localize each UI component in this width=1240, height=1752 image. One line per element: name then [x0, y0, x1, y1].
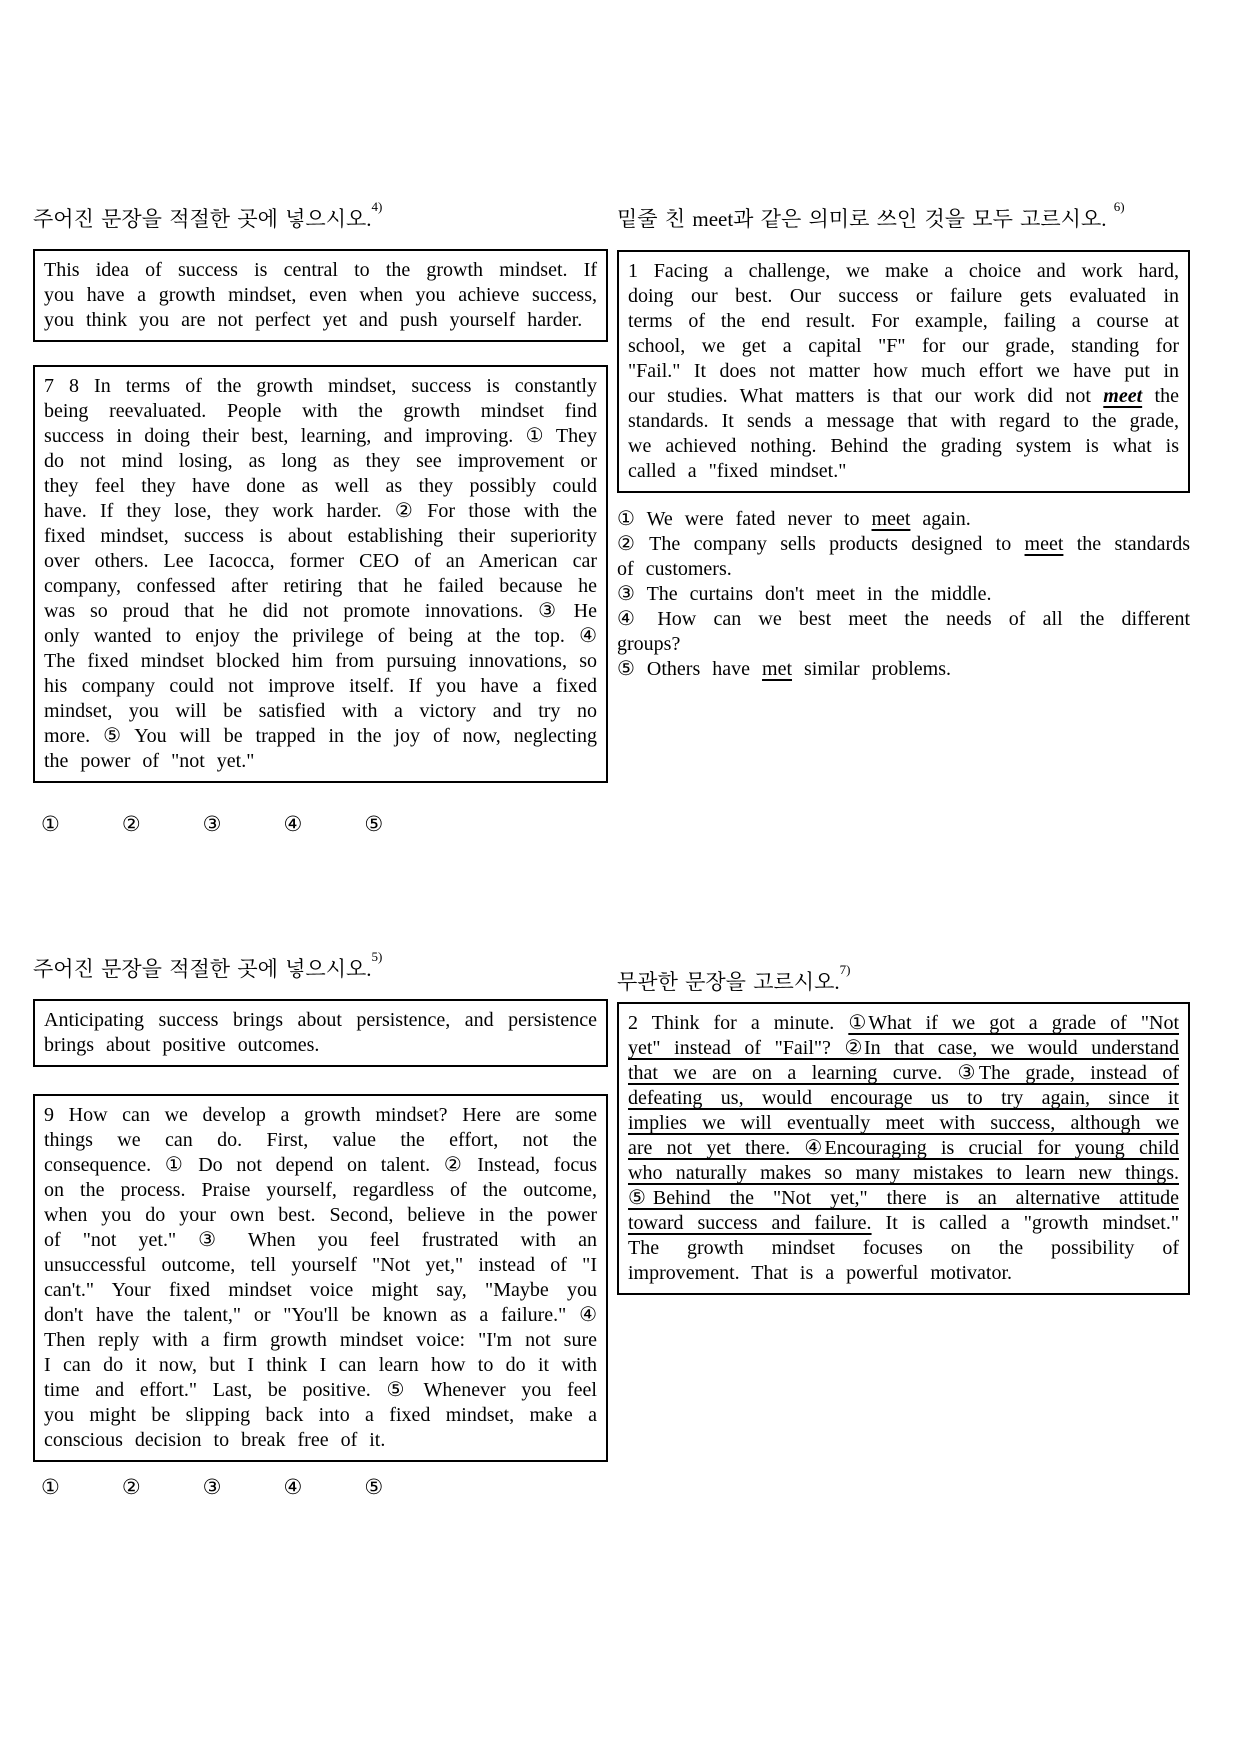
q5-choice-5: ⑤ — [364, 1475, 384, 1499]
question-6-prompt — [617, 200, 1190, 233]
text-segment: the standards of customers. — [617, 533, 1190, 580]
q4-given-sentence: This idea of success is central to the growth mindset. If you have a growth mindset, even when you achieve success, you think you are not perfect yet and push yourself harder. — [44, 259, 597, 331]
q4-passage: 7 8 In terms of the growth mindset, success is constantly being reevaluated. People with the growth mindset find success in doing their best, learning, and improving. ① They do not mind losing, as long as they see improvement or they feel they have done as well as they possibly could have. If they lose, they work harder. ② For those with the fixed mindset, success is about establishing their superiority over others. Lee Iacocca, former CEO of an American car company, confessed after retiring that he failed because he was so proud that he did not promote innovations. ③ He only wanted to enjoy the privilege of being at the top. ④ The fixed mindset blocked him from pursuing innovations, so his company could not improve itself. If you have a fixed mindset, you will be satisfied with a victory and try no more. ⑤ You will be trapped in the joy of now, neglecting the power of "not yet." — [44, 375, 597, 772]
text-segment: ② The company sells products designed to — [617, 533, 1025, 555]
q5-choice-2: ② — [121, 1475, 141, 1499]
q6-option-5 — [617, 657, 1190, 682]
question-6-footnote-number: 6) — [1113, 199, 1125, 214]
text-segment: meet — [871, 508, 911, 530]
question-7-prompt — [617, 963, 1190, 996]
text-segment: similar problems. — [792, 658, 951, 680]
text-segment: ①What if we got a grade of "Not yet" instead of "Fail"? ②In that case, we would understand that we are on a learning curve. ③The grade, instead of defeating us, would encourage us to try again, since it implies we will eventually meet with success, although we are not yet there. ④Encouraging is crucial for young child who naturally makes so many mistakes to learn new things. ⑤Behind the "Not yet," there is an alternative attitude toward success and failure. — [628, 1012, 1180, 1234]
question-5-prompt-text: 주어진 문장을 적절한 곳에 넣으시오. — [33, 957, 372, 981]
q4-passage-box — [33, 365, 608, 783]
q4-answer-choices — [33, 811, 608, 837]
q5-choice-4: ④ — [283, 1475, 303, 1499]
q5-passage-box — [33, 1094, 608, 1462]
q4-given-sentence-box — [33, 249, 608, 342]
q5-choice-1: ① — [41, 1475, 60, 1499]
q5-given-sentence-box — [33, 999, 608, 1067]
text-segment: ③ The curtains don't meet in the middle. — [617, 583, 992, 605]
text-segment: ① We were fated never to — [617, 508, 872, 530]
text-segment: ⑤ Others have — [617, 658, 763, 680]
text-segment: the standards. It sends a message that with regard to the grade, we achieved nothing. Behind the grading system is what is called a "fixed mindset." — [628, 385, 1179, 482]
question-7-footnote-number: 7) — [839, 962, 851, 977]
q4-choice-5: ⑤ — [364, 812, 384, 836]
text-segment: It is called a "growth mindset." The growth mindset focuses on the possibility of improvement. That is a powerful motivator. — [628, 1212, 1179, 1284]
q7-passage-box — [617, 1002, 1190, 1295]
q6-option-1 — [617, 507, 1190, 532]
q6-option-2 — [617, 532, 1190, 582]
q4-choice-3: ③ — [202, 812, 222, 836]
question-6 — [617, 200, 1190, 682]
question-7-prompt-text: 무관한 문장을 고르시오. — [617, 970, 840, 994]
question-7 — [617, 963, 1190, 1295]
q5-given-sentence: Anticipating success brings about persistence, and persistence brings about positive outcomes. — [44, 1009, 597, 1056]
text-segment: meet — [1024, 533, 1064, 555]
text-segment: 2 Think for a minute. — [628, 1012, 849, 1034]
text-segment: ④ How can we best meet the needs of all the different groups? — [617, 608, 1190, 655]
q6-passage-box — [617, 250, 1190, 493]
q5-passage: 9 How can we develop a growth mindset? Here are some things we can do. First, value the effort, not the consequence. ① Do not depend on talent. ② Instead, focus on the process. Praise yourself, regardless of the outcome, when you do your own best. Second, believe in the power of "not yet." ③ When you feel frustrated with an unsuccessful outcome, tell yourself "Not yet," instead of "I can't." Your fixed mindset voice might say, "Maybe you don't have the talent," or "You'll be known as a failure." ④ Then reply with a firm growth mindset voice: "I'm not sure I can do it now, but I think I can learn how to do it with time and effort." Last, be positive. ⑤ Whenever you feel you might be slipping back into a fixed mindset, make a conscious decision to break free of it. — [44, 1104, 597, 1451]
q4-choice-2: ② — [121, 812, 141, 836]
left-column — [33, 0, 608, 1752]
q5-answer-choices — [33, 1474, 608, 1500]
text-segment: meet — [1103, 385, 1143, 407]
question-5-prompt — [33, 950, 608, 983]
question-4-prompt — [33, 200, 608, 233]
q6-option-4 — [617, 607, 1190, 657]
q6-passage — [628, 259, 1179, 484]
question-5 — [33, 950, 608, 1500]
question-4-footnote-number: 4) — [371, 199, 383, 214]
question-5-footnote-number: 5) — [371, 949, 383, 964]
question-4-prompt-text: 주어진 문장을 적절한 곳에 넣으시오. — [33, 207, 372, 231]
text-segment: 1 Facing a challenge, we make a choice and work hard, doing our best. Our success or failure gets evaluated in terms of the end result. For example, failing a course at school, we get a capital "F" for our grade, standing for "Fail." It does not matter how much effort we have put in our studies. What matters is that our work did not — [628, 260, 1179, 407]
right-column — [617, 0, 1190, 1752]
question-4 — [33, 200, 608, 837]
q7-passage — [628, 1011, 1179, 1286]
q5-choice-3: ③ — [202, 1475, 222, 1499]
q6-option-3 — [617, 582, 1190, 607]
q4-choice-1: ① — [41, 812, 60, 836]
q6-options — [617, 507, 1190, 682]
question-6-prompt-text: 밑줄 친 meet과 같은 의미로 쓰인 것을 모두 고르시오. — [617, 207, 1114, 231]
text-segment: met — [762, 658, 793, 680]
q4-choice-4: ④ — [283, 812, 303, 836]
text-segment: again. — [910, 508, 971, 530]
